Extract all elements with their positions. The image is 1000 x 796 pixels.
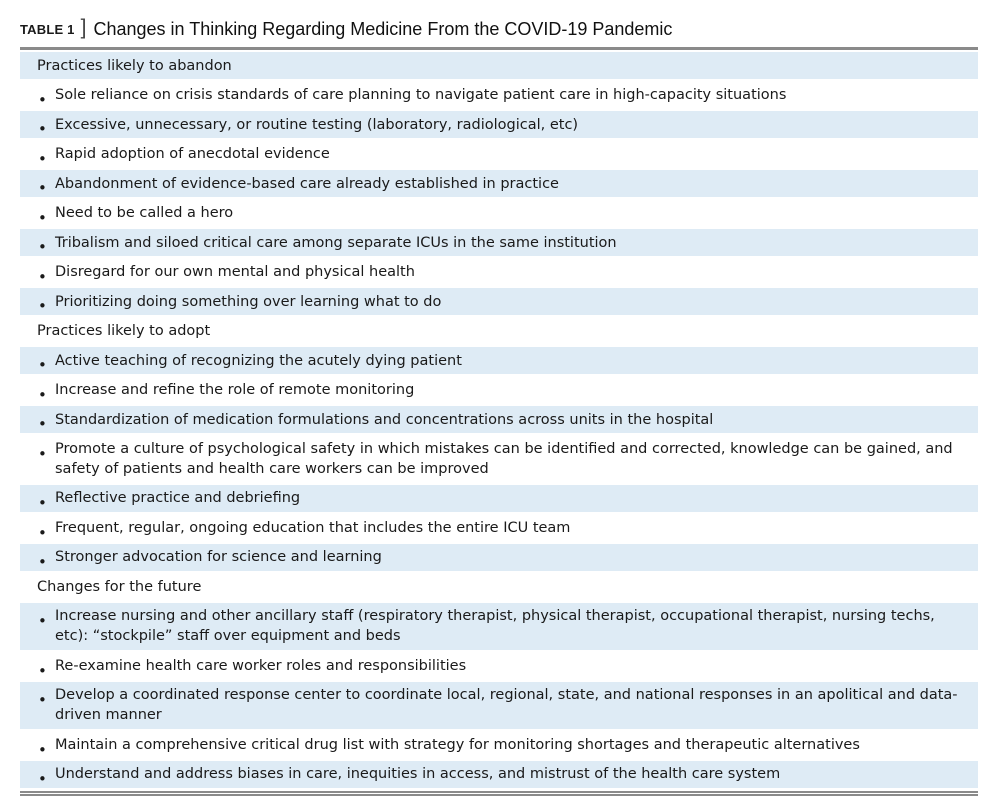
- list-item: [20, 435, 978, 484]
- section-heading-text: Changes for the future: [37, 578, 202, 595]
- table-label: TABLE 1: [20, 21, 75, 37]
- section-heading: [20, 52, 978, 81]
- top-rule: [20, 47, 978, 50]
- list-item: [20, 258, 978, 287]
- bullet-icon: •: [38, 523, 47, 542]
- list-item: [20, 731, 978, 760]
- bullet-icon: •: [38, 770, 47, 789]
- list-item-text: Stronger advocation for science and learning: [55, 549, 382, 566]
- list-item: [20, 229, 978, 258]
- list-item: [20, 347, 978, 376]
- list-item-text: Excessive, unnecessary, or routine testing (laboratory, radiological, etc): [55, 116, 579, 133]
- bullet-icon: •: [38, 385, 47, 404]
- list-item: [20, 544, 978, 573]
- section-heading: [20, 573, 978, 602]
- bullet-icon: •: [38, 120, 47, 139]
- bullet-icon: •: [38, 149, 47, 168]
- bullet-icon: •: [38, 415, 47, 434]
- list-item-text: Tribalism and siloed critical care among separate ICUs in the same institution: [55, 234, 617, 251]
- list-item-text: Promote a culture of psychological safety in which mistakes can be identified and corrected, knowledge can be gained, and safety of patients and health care workers can be improved: [55, 440, 953, 477]
- list-item: [20, 406, 978, 435]
- bottom-rule: [20, 791, 978, 796]
- table-1: [20, 14, 978, 796]
- bullet-icon: •: [38, 208, 47, 227]
- list-item-text: Abandonment of evidence-based care already established in practice: [55, 175, 559, 192]
- list-item-text: Active teaching of recognizing the acutely dying patient: [55, 352, 462, 369]
- section-heading: [20, 317, 978, 346]
- list-item: [20, 81, 978, 110]
- list-item-text: Disregard for our own mental and physical health: [55, 264, 415, 281]
- list-item: [20, 170, 978, 199]
- table-body: [20, 52, 978, 790]
- bullet-icon: •: [38, 267, 47, 286]
- caption-bracket: ]: [80, 16, 87, 39]
- bullet-icon: •: [38, 90, 47, 109]
- list-item-text: Re-examine health care worker roles and responsibilities: [55, 657, 467, 674]
- list-item-text: Maintain a comprehensive critical drug list with strategy for monitoring shortages and therapeutic alternatives: [55, 736, 860, 753]
- list-item: [20, 652, 978, 681]
- list-item-text: Prioritizing doing something over learning what to do: [55, 293, 442, 310]
- bullet-icon: •: [38, 691, 47, 710]
- bullet-icon: •: [38, 356, 47, 375]
- bullet-icon: •: [38, 179, 47, 198]
- list-item-text: Frequent, regular, ongoing education that includes the entire ICU team: [55, 519, 571, 536]
- list-item-text: Understand and address biases in care, inequities in access, and mistrust of the health care system: [55, 766, 781, 783]
- bullet-icon: •: [38, 612, 47, 631]
- section-heading-text: Practices likely to abandon: [37, 57, 232, 74]
- list-item-text: Standardization of medication formulations and concentrations across units in the hospital: [55, 411, 714, 428]
- list-item: [20, 376, 978, 405]
- table-title: Changes in Thinking Regarding Medicine From the COVID-19 Pandemic: [93, 18, 673, 39]
- section-heading-text: Practices likely to adopt: [37, 323, 211, 340]
- bullet-icon: •: [38, 238, 47, 257]
- list-item: [20, 111, 978, 140]
- list-item-text: Need to be called a hero: [55, 205, 234, 222]
- list-item: [20, 514, 978, 543]
- list-item-text: Increase and refine the role of remote monitoring: [55, 382, 415, 399]
- bullet-icon: •: [38, 297, 47, 316]
- list-item: [20, 288, 978, 317]
- list-item: [20, 682, 978, 731]
- bullet-icon: •: [38, 494, 47, 513]
- list-item: [20, 140, 978, 169]
- list-item-text: Sole reliance on crisis standards of care planning to navigate patient care in high-capacity situations: [55, 87, 787, 104]
- list-item-text: Increase nursing and other ancillary staff (respiratory therapist, physical therapist, occupational therapist, nursing techs, etc): “stockpile” staff over equipment and beds: [55, 608, 935, 645]
- list-item: [20, 761, 978, 790]
- table-caption: [20, 14, 978, 44]
- list-item-text: Develop a coordinated response center to coordinate local, regional, state, and national responses in an apolitical and data-driven manner: [55, 687, 958, 724]
- bullet-icon: •: [38, 740, 47, 759]
- list-item: [20, 199, 978, 228]
- list-item: [20, 485, 978, 514]
- list-item: [20, 603, 978, 652]
- list-item-text: Rapid adoption of anecdotal evidence: [55, 146, 330, 163]
- bullet-icon: •: [38, 444, 47, 463]
- bullet-icon: •: [38, 553, 47, 572]
- list-item-text: Reflective practice and debriefing: [55, 490, 301, 507]
- bullet-icon: •: [38, 661, 47, 680]
